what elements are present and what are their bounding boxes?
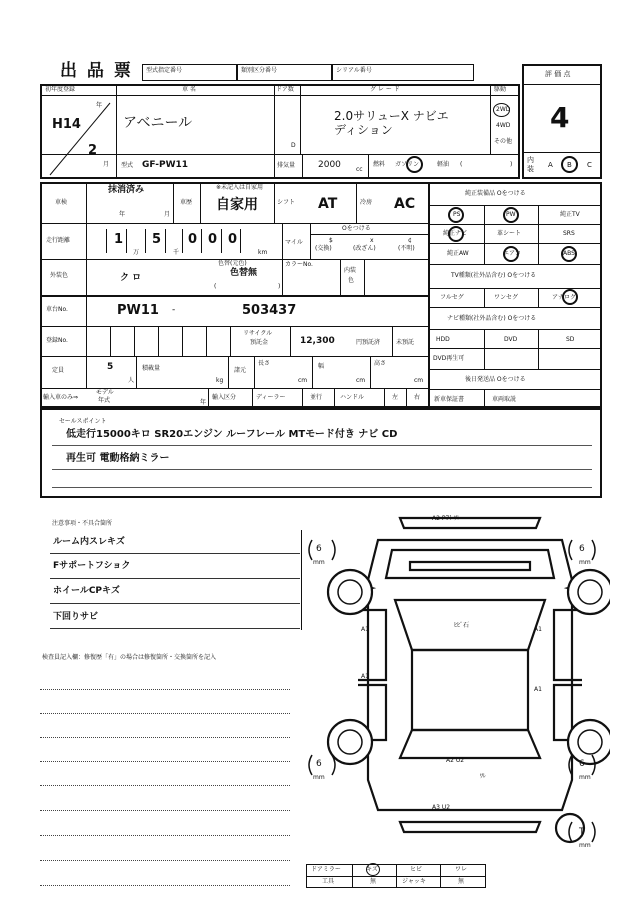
tread-rear-left-mm: mm bbox=[313, 774, 325, 781]
tread-rear-left: 6 bbox=[316, 759, 322, 769]
doors-label: ドア数 bbox=[276, 86, 294, 93]
score-label: 評 価 点 bbox=[545, 70, 571, 78]
tread-spare-mm: mm bbox=[579, 842, 591, 849]
mirror-circle bbox=[366, 863, 380, 876]
capacity-label: 定員 bbox=[52, 367, 65, 374]
mile-label: マイル bbox=[285, 239, 303, 246]
interior-color-label-2: 色 bbox=[348, 277, 355, 284]
equip-pw: PW bbox=[506, 211, 516, 218]
altered-symbol: x bbox=[370, 237, 374, 244]
altered-label: (改ざん) bbox=[353, 245, 376, 252]
model-year-label-2: 年式 bbox=[98, 397, 111, 404]
tread-front-left-mm: mm bbox=[313, 559, 325, 566]
sheet-title: 出 品 票 bbox=[60, 61, 133, 81]
interior-label-2: 装 bbox=[527, 165, 534, 173]
mileage-digit-2: 5 bbox=[152, 232, 162, 247]
equip-ps-circle bbox=[448, 207, 464, 223]
unknown-label: (不明) bbox=[398, 245, 415, 252]
mileage-label: 走行距離 bbox=[46, 237, 71, 244]
width-label: 幅 bbox=[318, 363, 325, 370]
first-reg-label: 初年度登録 bbox=[45, 86, 76, 93]
equip-ps: PS bbox=[453, 211, 461, 218]
recycle-label-2: 預託金 bbox=[250, 339, 269, 346]
tool-label: 工具 bbox=[322, 878, 335, 885]
recycle-unit: 円預託済 bbox=[356, 339, 381, 346]
chassis-number: 503437 bbox=[242, 303, 297, 318]
navi-type-label: ナビ種類(社外品含む) Oをつける bbox=[447, 315, 537, 322]
equip-abs-circle bbox=[561, 246, 577, 262]
damage-rear-1: A2 U2 bbox=[446, 757, 465, 764]
first-reg-year: H14 bbox=[52, 117, 81, 132]
genuine-label: 純正装備品 Oをつける bbox=[465, 190, 526, 197]
break-label: ワレ bbox=[455, 866, 468, 873]
door-unit: D bbox=[291, 142, 296, 149]
grade-line-2: ディション bbox=[334, 123, 393, 137]
mileage-km: km bbox=[258, 249, 268, 256]
handle-right: 右 bbox=[414, 394, 421, 401]
chassis-prefix: PW11 bbox=[117, 303, 159, 318]
mileage-sen: 千 bbox=[173, 249, 180, 256]
mirror-label: ドアミラー bbox=[311, 866, 341, 873]
unknown-symbol: ¢ bbox=[408, 237, 412, 244]
damage-windshield: ﾋﾋﾞ石 bbox=[454, 622, 470, 629]
inspection-label: 車検 bbox=[55, 199, 68, 206]
inspection-month: 月 bbox=[164, 211, 171, 218]
car-name-label: 車 名 bbox=[182, 86, 196, 93]
dvd-play: DVD再生可 bbox=[433, 355, 465, 362]
history-value: 自家用 bbox=[216, 197, 258, 213]
displacement-unit: cc bbox=[356, 166, 363, 173]
handle-left: 左 bbox=[392, 394, 399, 401]
displacement-value: 2000 bbox=[318, 160, 341, 170]
repaint-paren-close: ) bbox=[278, 283, 281, 290]
mileage-digit-4: 0 bbox=[208, 232, 218, 247]
equip-navi: 純正ナビ bbox=[443, 230, 468, 237]
tool-value: 無 bbox=[370, 878, 377, 885]
dims-label: 諸元 bbox=[234, 367, 247, 374]
handle-label: ハンドル bbox=[340, 394, 365, 401]
mileage-digit-1: 1 bbox=[114, 232, 124, 247]
chassis-label: 車台No. bbox=[46, 306, 68, 313]
month-unit: 月 bbox=[103, 161, 110, 168]
note-item-3: ホイールCPキズ bbox=[53, 586, 120, 596]
capacity-value: 5 bbox=[107, 362, 114, 372]
fuel-value: ガソリン bbox=[395, 161, 420, 168]
interior-grade-circle bbox=[561, 156, 578, 173]
drive-2wd: 2WD bbox=[496, 106, 511, 113]
crack-label: ヒビ bbox=[410, 866, 423, 873]
inspector-label: 検査員記入欄：修復歴「有」の場合は修復箇所・交換箇所を記入 bbox=[42, 654, 217, 661]
history-label: 車歴 bbox=[180, 199, 193, 206]
navi-dvd: DVD bbox=[504, 336, 518, 343]
damage-rear-left: A1 bbox=[361, 673, 369, 680]
equip-aircon-circle bbox=[503, 246, 519, 262]
interior-grade-c: C bbox=[587, 161, 592, 169]
ac-value: AC bbox=[394, 196, 416, 212]
repaint-paren-open: ( bbox=[214, 283, 217, 290]
tread-front-right: 6 bbox=[579, 544, 585, 554]
model-label: 型式 bbox=[121, 162, 134, 169]
note-item-1: ルーム内スレキズ bbox=[53, 537, 125, 547]
tv-analog: アナログ bbox=[552, 294, 577, 301]
drive-other: その他 bbox=[494, 138, 513, 145]
fuel-label: 燃料 bbox=[373, 161, 386, 168]
dealer-label: ディーラー bbox=[256, 394, 286, 401]
navi-sd: SD bbox=[566, 336, 575, 343]
mark-label: Oをつける bbox=[342, 225, 371, 232]
equip-tv: 純正TV bbox=[560, 211, 580, 218]
tv-fullseg: フルセグ bbox=[440, 294, 464, 301]
import-class-label: 輸入区分 bbox=[212, 394, 237, 401]
model-year-label-1: モデル bbox=[96, 389, 114, 396]
jack-value: 無 bbox=[458, 878, 465, 885]
height-label: 高さ bbox=[374, 360, 387, 367]
equip-srs: SRS bbox=[563, 230, 575, 237]
first-reg-month: 2 bbox=[88, 143, 98, 158]
import-label: 輸入車のみ⇒ bbox=[43, 394, 79, 401]
tread-front-left: 6 bbox=[316, 544, 322, 554]
damage-rear-right: A1 bbox=[534, 686, 542, 693]
length-cm: cm bbox=[298, 377, 308, 384]
damage-rear-2: ﾜﾚ bbox=[480, 773, 487, 780]
length-label: 長さ bbox=[258, 360, 271, 367]
damage-rear-3: A3 U2 bbox=[432, 804, 451, 811]
class-box bbox=[237, 64, 332, 81]
interior-color-label-1: 内装 bbox=[344, 267, 357, 274]
color-no-label: カラーNo. bbox=[285, 261, 313, 268]
navi-hdd: HDD bbox=[436, 336, 450, 343]
fuel-gasoline-circle bbox=[406, 156, 423, 173]
reg-label: 登録No. bbox=[46, 337, 68, 344]
ac-label: 冷房 bbox=[360, 199, 373, 206]
capacity-unit: 人 bbox=[128, 377, 135, 384]
repaint-label: 色替(元色) bbox=[218, 260, 247, 267]
grade-line-1: 2.0サリューX ナビエ bbox=[334, 109, 449, 123]
diesel-label: 軽油 bbox=[437, 161, 450, 168]
height-cm: cm bbox=[414, 377, 424, 384]
equip-leather: 革シート bbox=[497, 230, 522, 237]
mirror-value: キズ bbox=[366, 866, 378, 873]
load-label: 積載量 bbox=[142, 365, 161, 372]
model-year-unit: 年 bbox=[200, 399, 207, 406]
shift-label: シフト bbox=[277, 199, 296, 206]
interior-label-1: 内 bbox=[527, 156, 534, 164]
tread-rear-right: 6 bbox=[579, 759, 585, 769]
jack-label: ジャッキ bbox=[402, 878, 426, 885]
equip-aw: 純正AW bbox=[447, 250, 469, 257]
recycle-value: 12,300 bbox=[300, 336, 335, 346]
damage-front: A2 P7ﾄ ﾜﾚ bbox=[432, 515, 461, 522]
exchange-symbol: $ bbox=[329, 237, 333, 244]
grade-label: グ レ ー ド bbox=[370, 86, 400, 93]
tread-front-right-mm: mm bbox=[579, 559, 591, 566]
mileage-digit-3: 0 bbox=[188, 232, 198, 247]
mileage-man: 万 bbox=[133, 249, 140, 256]
car-name-value: アベニール bbox=[123, 115, 193, 131]
inspection-value: 抹消済み bbox=[108, 185, 145, 195]
exchange-label: (交換) bbox=[315, 245, 332, 252]
equip-pw-circle bbox=[503, 207, 519, 223]
model-cert-label: 型式指定番号 bbox=[146, 67, 183, 74]
later-label: 後日発送品 Oをつける bbox=[465, 376, 526, 383]
car-diagram bbox=[300, 510, 610, 850]
tread-spare: T bbox=[579, 827, 585, 837]
tread-rear-right-mm: mm bbox=[579, 774, 591, 781]
color-label: 外装色 bbox=[50, 272, 69, 279]
color-value: ク ロ bbox=[120, 273, 142, 283]
parallel-label: 並行 bbox=[310, 394, 323, 401]
damage-front-left: A1 bbox=[361, 626, 369, 633]
serial-box bbox=[332, 64, 474, 81]
serial-label: シリアル番号 bbox=[336, 67, 372, 74]
inspection-year: 年 bbox=[119, 211, 126, 218]
load-unit: kg bbox=[216, 377, 224, 384]
tv-oneseg: ワンセグ bbox=[494, 294, 519, 301]
sales-label: セールスポイント bbox=[59, 418, 107, 425]
notes-label: 注意事項・不具合箇所 bbox=[52, 520, 113, 527]
shift-value: AT bbox=[318, 196, 338, 212]
sales-line-1: 低走行15000キロ SR20エンジン ルーフレール MTモード付き ナビ CD bbox=[66, 429, 398, 440]
model-cert-box bbox=[142, 64, 237, 81]
drive-label: 駆動 bbox=[494, 86, 507, 93]
manual-label: 車両取説 bbox=[492, 396, 517, 403]
history-note: ※未記入は自家用 bbox=[216, 184, 264, 191]
interior-grade-a: A bbox=[548, 161, 553, 169]
score-value: 4 bbox=[550, 101, 570, 134]
year-unit: 年 bbox=[96, 102, 103, 109]
class-label: 類別区分番号 bbox=[241, 67, 278, 74]
equip-abs: ABS bbox=[563, 250, 575, 257]
recycle-label-1: リサイクル bbox=[243, 330, 273, 337]
chassis-dash: - bbox=[172, 305, 176, 315]
warranty-label: 新車保証書 bbox=[434, 396, 465, 403]
sales-line-2: 再生可 電動格納ミラー bbox=[66, 453, 170, 464]
tv-analog-circle bbox=[562, 289, 578, 305]
tv-type-label: TV種類(社外品含む) Oをつける bbox=[451, 272, 537, 279]
interior-grade-b: B bbox=[567, 161, 572, 169]
equip-aircon: エアコ bbox=[503, 250, 521, 257]
drive-4wd: 4WD bbox=[496, 122, 511, 129]
note-item-2: Fサポートフショク bbox=[53, 561, 131, 571]
mileage-digit-5: 0 bbox=[228, 232, 238, 247]
displacement-label: 排気量 bbox=[277, 162, 296, 169]
repaint-value: 色替無 bbox=[230, 268, 258, 278]
model-value: GF-PW11 bbox=[142, 160, 189, 170]
width-cm: cm bbox=[356, 377, 366, 384]
equip-navi-circle bbox=[448, 226, 464, 242]
note-item-4: 下回りサビ bbox=[53, 612, 99, 622]
recycle-not-label: 未預託 bbox=[396, 339, 415, 346]
damage-front-right: A1 bbox=[534, 626, 542, 633]
